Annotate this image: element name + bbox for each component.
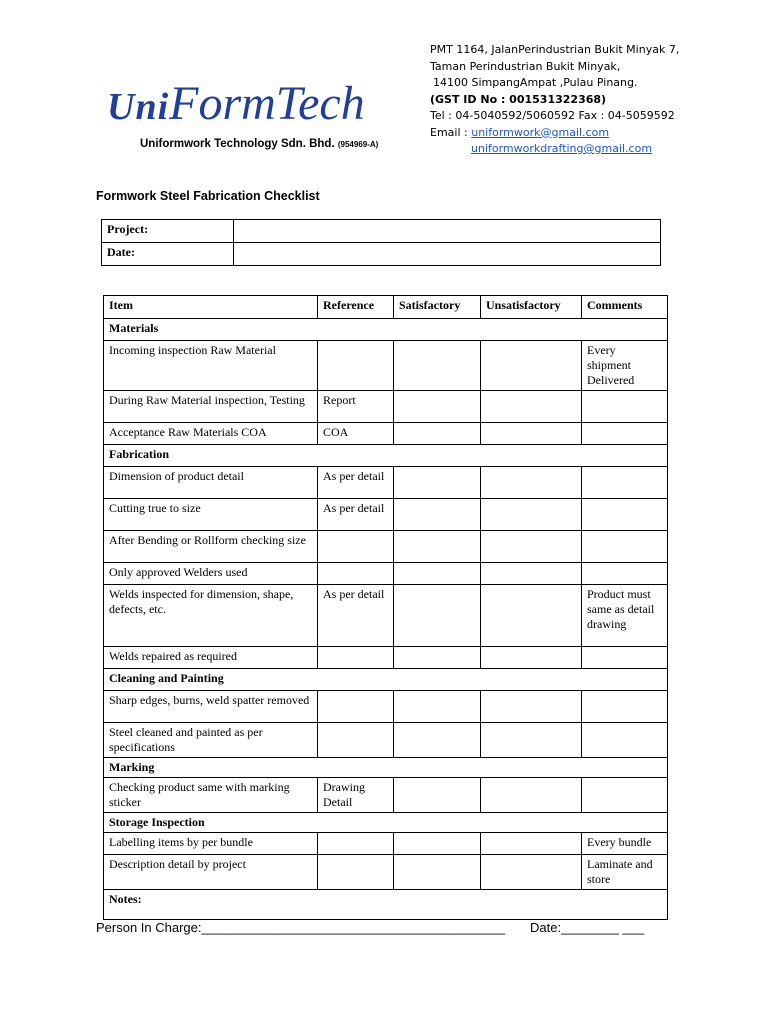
item-cell: Dimension of product detail [104, 467, 318, 499]
reference-cell [318, 723, 394, 758]
reference-cell [318, 855, 394, 890]
comments-cell: Laminate and store [582, 855, 668, 890]
comments-cell: Every bundle [582, 833, 668, 855]
satisfactory-cell[interactable] [394, 691, 481, 723]
date-label: Date: [102, 243, 234, 266]
unsatisfactory-cell[interactable] [481, 647, 582, 669]
reference-cell: As per detail [318, 467, 394, 499]
checklist-row [104, 585, 668, 647]
checklist-body [104, 319, 668, 920]
satisfactory-cell[interactable] [394, 391, 481, 423]
checklist-table [103, 295, 668, 920]
item-cell: Steel cleaned and painted as per specifications [104, 723, 318, 758]
comments-cell [582, 531, 668, 563]
comments-cell [582, 563, 668, 585]
unsatisfactory-cell[interactable] [481, 499, 582, 531]
checklist-row [104, 691, 668, 723]
comments-cell [582, 391, 668, 423]
section-row [104, 669, 668, 691]
checklist-row [104, 563, 668, 585]
item-cell: Welds repaired as required [104, 647, 318, 669]
logo-uni-text: Uni [107, 86, 170, 128]
item-cell: After Bending or Rollform checking size [104, 531, 318, 563]
checklist-row [104, 467, 668, 499]
column-header-satisfactory: Satisfactory [394, 296, 481, 319]
address-line-1: PMT 1164, JalanPerindustrian Bukit Minyak 7, [430, 43, 680, 56]
company-name: Uniformwork Technology Sdn. Bhd. [140, 138, 335, 150]
checklist-row [104, 391, 668, 423]
project-label: Project: [102, 220, 234, 243]
unsatisfactory-cell[interactable] [481, 423, 582, 445]
comments-cell [582, 691, 668, 723]
project-info-table [101, 219, 661, 266]
checklist-header-row [104, 296, 668, 319]
document-title: Formwork Steel Fabrication Checklist [96, 189, 320, 203]
item-cell: Cutting true to size [104, 499, 318, 531]
comments-cell [582, 499, 668, 531]
section-label: Fabrication [104, 445, 668, 467]
checklist-row [104, 833, 668, 855]
unsatisfactory-cell[interactable] [481, 585, 582, 647]
unsatisfactory-cell[interactable] [481, 723, 582, 758]
section-row [104, 445, 668, 467]
comments-cell: Product must same as detail drawing [582, 585, 668, 647]
company-reg-number: (954969-A) [337, 140, 379, 149]
date-value-cell[interactable] [234, 243, 661, 266]
sign-date-field: Date:________ ___ [530, 920, 645, 935]
satisfactory-cell[interactable] [394, 563, 481, 585]
satisfactory-cell[interactable] [394, 723, 481, 758]
item-cell: Acceptance Raw Materials COA [104, 423, 318, 445]
satisfactory-cell[interactable] [394, 531, 481, 563]
item-cell: Description detail by project [104, 855, 318, 890]
item-cell: Labelling items by per bundle [104, 833, 318, 855]
project-value-cell[interactable] [234, 220, 661, 243]
item-cell: Incoming inspection Raw Material [104, 341, 318, 391]
reference-cell: As per detail [318, 499, 394, 531]
comments-cell [582, 778, 668, 813]
reference-cell: As per detail [318, 585, 394, 647]
reference-cell: Report [318, 391, 394, 423]
logo-formtech-text: FormTech [169, 77, 365, 130]
checklist-row [104, 855, 668, 890]
item-cell: Only approved Welders used [104, 563, 318, 585]
column-header-reference: Reference [318, 296, 394, 319]
person-in-charge-field: Person In Charge:__________________________________________ [96, 920, 506, 935]
checklist-row [104, 423, 668, 445]
comments-cell [582, 423, 668, 445]
column-header-comments: Comments [582, 296, 668, 319]
address-line-2: Taman Perindustrian Bukit Minyak, [430, 59, 621, 73]
comments-cell: Every shipment Delivered [582, 341, 668, 391]
column-header-item: Item [104, 296, 318, 319]
gst-id: (GST ID No : 001531322368) [430, 92, 607, 106]
unsatisfactory-cell[interactable] [481, 855, 582, 890]
satisfactory-cell[interactable] [394, 423, 481, 445]
unsatisfactory-cell[interactable] [481, 531, 582, 563]
unsatisfactory-cell[interactable] [481, 341, 582, 391]
unsatisfactory-cell[interactable] [481, 778, 582, 813]
comments-cell [582, 467, 668, 499]
email-line-1 [430, 125, 679, 142]
checklist-row [104, 778, 668, 813]
section-row [104, 890, 668, 920]
checklist-row [104, 723, 668, 758]
reference-cell: COA [318, 423, 394, 445]
address-line-3: 14100 SimpangAmpat ,Pulau Pinang. [433, 76, 638, 89]
company-logo [107, 76, 365, 131]
reference-cell [318, 647, 394, 669]
reference-cell: Drawing Detail [318, 778, 394, 813]
item-cell: Welds inspected for dimension, shape, defects, etc. [104, 585, 318, 647]
signature-line [96, 920, 645, 935]
reference-cell [318, 691, 394, 723]
email-label: Email : [430, 125, 468, 139]
checklist-row [104, 341, 668, 391]
company-name-line [140, 138, 378, 150]
satisfactory-cell[interactable] [394, 341, 481, 391]
item-cell: Checking product same with marking sticker [104, 778, 318, 813]
reference-cell [318, 563, 394, 585]
comments-cell [582, 647, 668, 669]
section-row [104, 319, 668, 341]
section-label: Marking [104, 758, 668, 778]
satisfactory-cell[interactable] [394, 467, 481, 499]
satisfactory-cell[interactable] [394, 833, 481, 855]
phone-fax: Tel : 04-5040592/5060592 Fax : 04-5059592 [430, 109, 675, 122]
section-label: Materials [104, 319, 668, 341]
reference-cell [318, 531, 394, 563]
email-link-2[interactable]: uniformworkdrafting@gmail.com [471, 142, 653, 155]
satisfactory-cell[interactable] [394, 855, 481, 890]
unsatisfactory-cell[interactable] [481, 691, 582, 723]
item-cell: Sharp edges, burns, weld spatter removed [104, 691, 318, 723]
email-line-2 [430, 141, 679, 158]
satisfactory-cell[interactable] [394, 499, 481, 531]
project-row [102, 220, 661, 243]
date-row [102, 243, 661, 266]
section-label: Cleaning and Painting [104, 669, 668, 691]
unsatisfactory-cell[interactable] [481, 833, 582, 855]
section-row [104, 758, 668, 778]
checklist-row [104, 499, 668, 531]
reference-cell [318, 833, 394, 855]
company-address-block [430, 42, 679, 158]
unsatisfactory-cell[interactable] [481, 391, 582, 423]
column-header-unsatisfactory: Unsatisfactory [481, 296, 582, 319]
item-cell: During Raw Material inspection, Testing [104, 391, 318, 423]
comments-cell [582, 723, 668, 758]
email-link-1[interactable]: uniformwork@gmail.com [471, 125, 610, 139]
section-row [104, 813, 668, 833]
satisfactory-cell[interactable] [394, 585, 481, 647]
reference-cell [318, 341, 394, 391]
section-label: Notes: [104, 890, 668, 920]
unsatisfactory-cell[interactable] [481, 467, 582, 499]
section-label: Storage Inspection [104, 813, 668, 833]
satisfactory-cell[interactable] [394, 647, 481, 669]
satisfactory-cell[interactable] [394, 778, 481, 813]
unsatisfactory-cell[interactable] [481, 563, 582, 585]
checklist-row [104, 647, 668, 669]
checklist-row [104, 531, 668, 563]
